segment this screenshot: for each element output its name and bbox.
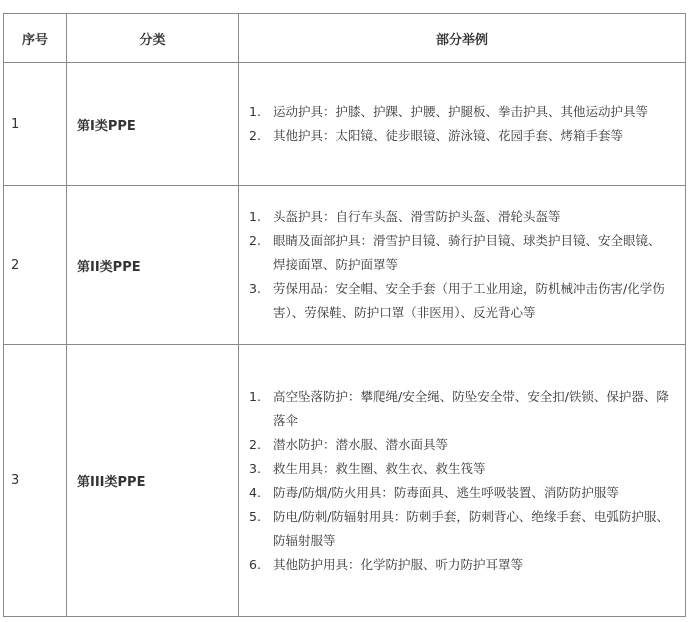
list-item — [249, 433, 671, 457]
row-examples — [239, 345, 686, 617]
table-header-row — [4, 14, 686, 63]
item-number: 5. — [249, 508, 261, 524]
item-number: 3. — [249, 460, 261, 476]
list-item — [249, 277, 671, 325]
row-examples — [239, 186, 686, 345]
row-seq: 3 — [4, 345, 67, 617]
item-number: 2. — [249, 436, 261, 452]
item-number: 1. — [249, 104, 261, 119]
row-category: 第III类PPE — [67, 345, 239, 617]
example-list — [239, 199, 685, 331]
list-item — [249, 385, 671, 433]
table-row — [4, 63, 686, 186]
example-list — [239, 379, 685, 583]
list-item — [249, 481, 671, 505]
item-text: 防电/防刺/防辐射用具：防刺手套，防刺背心、绝缘手套、电弧防护服、防辐射服等 — [273, 508, 669, 548]
item-number: 2. — [249, 233, 261, 248]
item-text: 其他防护用具：化学防护服、听力防护耳罩等 — [273, 556, 524, 572]
ppe-classification-table — [3, 13, 686, 617]
example-list — [239, 94, 685, 154]
item-text: 防毒/防烟/防火用具：防毒面具、逃生呼吸装置、消防防护服等 — [273, 484, 619, 500]
list-item — [249, 457, 671, 481]
item-number: 4. — [249, 484, 261, 500]
item-number: 6. — [249, 556, 261, 572]
header-seq: 序号 — [4, 14, 67, 63]
item-number: 1. — [249, 209, 261, 224]
item-number: 1. — [249, 388, 261, 404]
row-category: 第II类PPE — [67, 186, 239, 345]
list-item — [249, 229, 671, 277]
item-text: 运动护具：护膝、护踝、护腰、护腿板、拳击护具、其他运动护具等 — [273, 104, 649, 119]
item-number: 2. — [249, 128, 261, 143]
table-row — [4, 186, 686, 345]
row-seq: 1 — [4, 63, 67, 186]
row-seq: 2 — [4, 186, 67, 345]
item-text: 劳保用品：安全帽、安全手套（用于工业用途，防机械冲击伤害/化学伤害）、劳保鞋、防护口罩（非医用）、反光背心等 — [273, 281, 665, 320]
item-text: 潜水防护：潜水服、潜水面具等 — [273, 436, 449, 452]
item-text: 救生用具：救生圈、救生衣、救生筏等 — [273, 460, 486, 476]
item-text: 高空坠落防护：攀爬绳/安全绳、防坠安全带、安全扣/铁锁、保护器、降落伞 — [273, 388, 669, 428]
list-item — [249, 205, 671, 229]
list-item — [249, 553, 671, 577]
row-category: 第I类PPE — [67, 63, 239, 186]
table-row — [4, 345, 686, 617]
item-text: 眼睛及面部护具：滑雪护目镜、骑行护目镜、球类护目镜、安全眼镜、焊接面罩、防护面罩等 — [273, 233, 661, 272]
item-number: 3. — [249, 281, 261, 296]
row-examples — [239, 63, 686, 186]
list-item — [249, 100, 671, 124]
list-item — [249, 124, 671, 148]
header-category: 分类 — [67, 14, 239, 63]
item-text: 头盔护具：自行车头盔、滑雪防护头盔、滑轮头盔等 — [273, 209, 561, 224]
item-text: 其他护具：太阳镜、徒步眼镜、游泳镜、花园手套、烤箱手套等 — [273, 128, 624, 143]
header-examples: 部分举例 — [239, 14, 686, 63]
list-item — [249, 505, 671, 553]
